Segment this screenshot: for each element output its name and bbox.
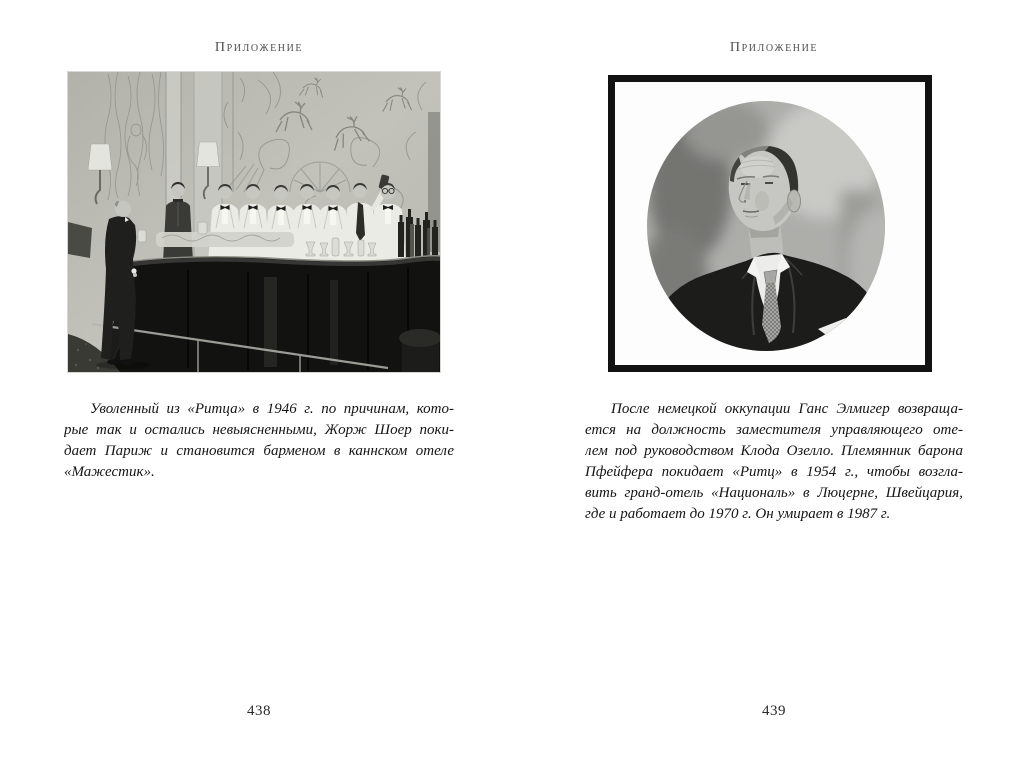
caption-line: лем под руководством Клода Озелло. Племянник барона <box>585 443 963 459</box>
page-number-left: 438 <box>247 703 271 719</box>
caption-line: «Мажестик». <box>64 464 155 480</box>
portrait-illustration <box>608 75 932 372</box>
bar-stool <box>399 329 440 372</box>
bar-photograph <box>68 72 440 372</box>
page-number-right: 439 <box>762 703 786 719</box>
caption-line: Пфейфера покидает «Ритц» в 1954 г., чтобы возгла- <box>585 464 963 480</box>
caption-right <box>585 399 963 525</box>
caption-line: Уволенный из «Ритца» в 1946 г. по причинам, кото- <box>90 401 454 417</box>
running-head-right: Приложение <box>729 40 819 55</box>
caption-line: вить гранд-отель «Националь» в Люцерне, Швейцария, <box>585 485 963 501</box>
portrait-photograph <box>608 75 932 372</box>
tie-knot <box>764 270 777 284</box>
caption-line: где и работает до 1970 г. Он умирает в 1987 г. <box>585 506 891 522</box>
caption-line: дает Париж и становится барменом в каннском отеле <box>64 443 454 459</box>
running-head-left: Приложение <box>214 40 304 55</box>
bar-counter <box>98 256 440 372</box>
wall-fixture <box>68 222 92 258</box>
caption-line: ется на должность заместителя управляющего оте- <box>585 422 963 438</box>
caption-line: рые так и остались невыясненными, Жорж Шоер поки- <box>64 422 454 438</box>
bar-scene-illustration <box>68 72 440 372</box>
caption-left <box>64 399 454 483</box>
caption-line: После немецкой оккупации Ганс Элмигер возвраща- <box>611 401 963 417</box>
